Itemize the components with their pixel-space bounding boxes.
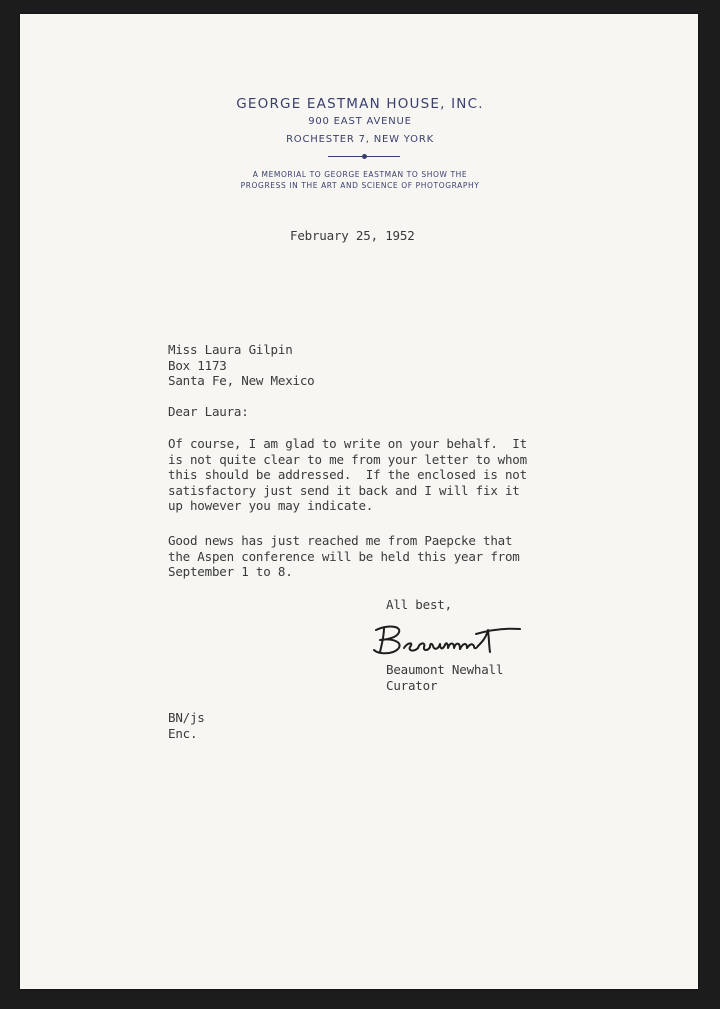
letterhead-street: 900 EAST AVENUE — [308, 116, 412, 127]
signer-title: Curator — [386, 677, 438, 693]
body-line: up however you may indicate. — [168, 498, 374, 513]
enclosure-notation: Enc. — [168, 725, 198, 741]
signature-block — [386, 662, 503, 693]
closing: All best, — [386, 597, 452, 612]
body-line: Good news has just reached me from Paepcke that — [168, 533, 513, 548]
body-paragraph-1 — [168, 436, 527, 514]
body-paragraph-2 — [168, 533, 520, 580]
letterhead-city: ROCHESTER 7, NEW YORK — [286, 134, 434, 145]
salutation: Dear Laura: — [168, 404, 249, 419]
body-line: the Aspen conference will be held this year from — [168, 548, 520, 564]
letterhead-motto-line-2: PROGRESS IN THE ART AND SCIENCE OF PHOTOGRAPHY — [240, 181, 480, 190]
body-line: Of course, I am glad to write on your behalf. It — [168, 436, 527, 451]
handwritten-signature — [368, 618, 528, 664]
recipient-name: Miss Laura Gilpin — [168, 342, 293, 357]
letterhead-organization: GEORGE EASTMAN HOUSE, INC. — [236, 96, 484, 112]
letter-date: February 25, 1952 — [290, 228, 415, 243]
letterhead-motto-line-1: A MEMORIAL TO GEORGE EASTMAN TO SHOW THE — [252, 170, 468, 179]
body-line: this should be addressed. If the enclosed is not — [168, 467, 527, 482]
recipient-address — [168, 342, 315, 389]
typist-initials: BN/js — [168, 710, 205, 725]
reference-initials — [168, 710, 205, 741]
body-line: September 1 to 8. — [168, 564, 293, 579]
body-line: satisfactory just send it back and I will fix it — [168, 482, 520, 498]
signer-name: Beaumont Newhall — [386, 662, 504, 677]
recipient-box: Box 1173 — [168, 357, 227, 373]
body-line: is not quite clear to me from your letter to whom — [168, 451, 527, 467]
letterhead-divider-dot — [362, 154, 367, 159]
recipient-city: Santa Fe, New Mexico — [168, 373, 315, 388]
